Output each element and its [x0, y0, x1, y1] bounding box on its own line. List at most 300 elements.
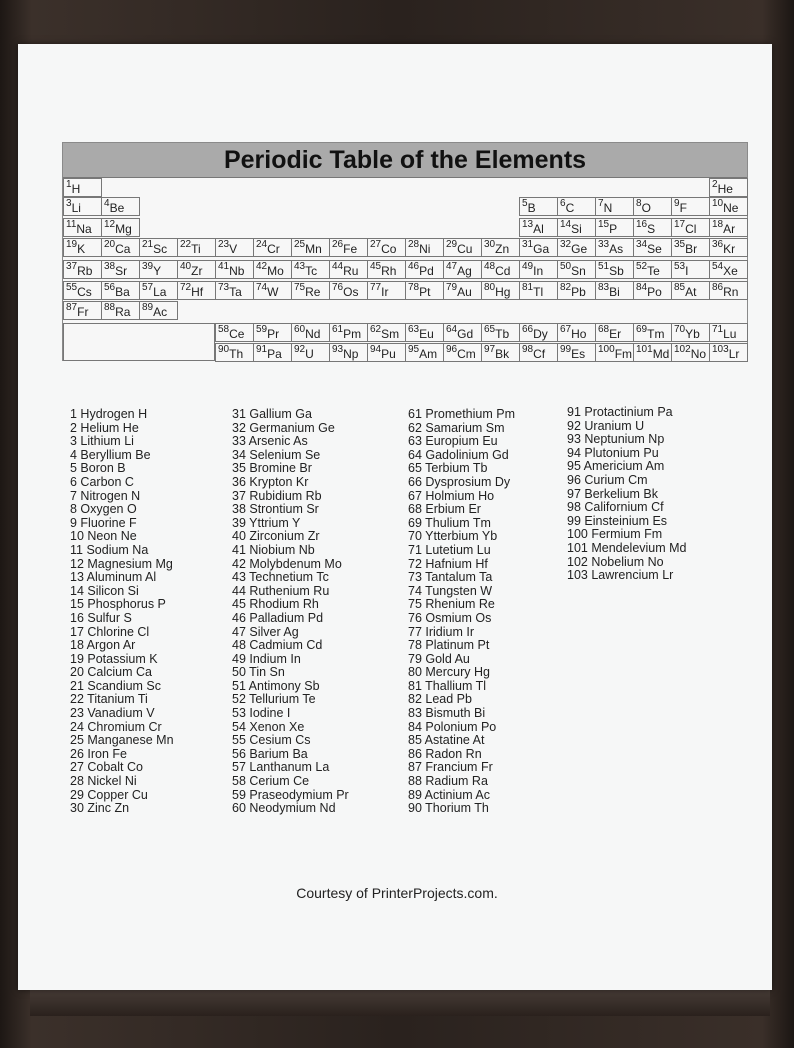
- element-cell: [671, 323, 710, 342]
- atomic-number: 69: [636, 324, 648, 335]
- element-symbol: Ac: [153, 305, 168, 319]
- list-item: 24 Chromium Cr: [70, 719, 162, 734]
- element-symbol: Cm: [457, 347, 476, 361]
- atomic-number: 20: [104, 239, 116, 250]
- element-cell: [709, 343, 748, 362]
- list-item: 1 Hydrogen H: [70, 407, 148, 421]
- atomic-number: 93: [332, 344, 344, 355]
- element-cell: [253, 323, 292, 342]
- atomic-number: 19: [66, 239, 78, 250]
- list-item: 68 Erbium Er: [408, 502, 481, 517]
- atomic-number: 27: [370, 239, 382, 250]
- list-item: 52 Tellurium Te: [232, 692, 316, 707]
- list-item: 82 Lead Pb: [408, 692, 472, 707]
- element-cell: [481, 323, 520, 342]
- list-item: 26 Iron Fe: [70, 746, 127, 761]
- element-cell: [329, 260, 368, 279]
- atomic-number: 43: [294, 261, 306, 272]
- element-symbol: Cu: [457, 242, 473, 256]
- atomic-number: 12: [104, 219, 116, 230]
- atomic-number: 60: [294, 324, 306, 335]
- list-item: 99 Einsteinium Es: [567, 513, 668, 528]
- list-item: 33 Arsenic As: [232, 434, 308, 449]
- list-item: 73 Tantalum Ta: [408, 570, 493, 585]
- element-cell: [443, 238, 482, 257]
- list-item: 5 Boron B: [70, 461, 126, 476]
- list-item: 67 Holmium Ho: [408, 488, 495, 503]
- element-symbol: Pr: [267, 327, 280, 341]
- list-item: 17 Chlorine Cl: [70, 624, 150, 639]
- element-symbol: Si: [571, 222, 582, 236]
- element-symbol: Hf: [191, 285, 204, 299]
- list-item: 29 Copper Cu: [70, 787, 148, 802]
- element-symbol: Tl: [533, 285, 544, 299]
- list-item: 60 Neodymium Nd: [232, 801, 336, 816]
- element-symbol: Ar: [723, 222, 736, 236]
- element-cell: [139, 281, 178, 300]
- element-symbol: Ta: [229, 285, 242, 299]
- element-cell: [709, 323, 748, 342]
- atomic-number: 68: [598, 324, 610, 335]
- element-cell: [291, 238, 330, 257]
- list-item: 90 Thorium Th: [408, 801, 489, 816]
- element-symbol: Se: [647, 242, 662, 256]
- list-item: 16 Sulfur S: [70, 610, 132, 625]
- atomic-number: 21: [142, 239, 154, 250]
- element-symbol: Y: [153, 264, 162, 278]
- element-cell: [101, 301, 140, 320]
- element-cell: [63, 178, 102, 197]
- element-symbol: Am: [419, 347, 438, 361]
- element-symbol: Mg: [115, 222, 132, 236]
- atomic-number: 38: [104, 261, 116, 272]
- element-cell: [405, 260, 444, 279]
- element-cell: [443, 343, 482, 362]
- element-symbol: Md: [652, 347, 670, 361]
- atomic-number: 61: [332, 324, 344, 335]
- atomic-number: 25: [294, 239, 306, 250]
- atomic-number: 76: [332, 282, 344, 293]
- element-cell: [557, 218, 596, 237]
- element-cell: [139, 260, 178, 279]
- atomic-number: 78: [408, 282, 420, 293]
- atomic-number: 57: [142, 282, 154, 293]
- list-item: 40 Zirconium Zr: [232, 529, 320, 544]
- atomic-number: 17: [674, 219, 686, 230]
- element-cell: [671, 343, 710, 362]
- element-symbol: Sb: [609, 264, 624, 278]
- element-cell: [557, 238, 596, 257]
- element-cell: [557, 260, 596, 279]
- atomic-number: 42: [256, 261, 268, 272]
- list-item: 75 Rhenium Re: [408, 597, 495, 612]
- atomic-number: 3: [66, 198, 72, 209]
- list-item: 62 Samarium Sm: [408, 420, 505, 435]
- element-symbol: Pd: [419, 264, 434, 278]
- element-symbol: Cd: [495, 264, 511, 278]
- element-cell: [177, 260, 216, 279]
- list-item: 94 Plutonium Pu: [567, 445, 659, 460]
- list-item: 18 Argon Ar: [70, 638, 136, 653]
- list-item: 19 Potassium K: [70, 651, 158, 666]
- element-cell: [443, 260, 482, 279]
- list-item: 86 Radon Rn: [408, 746, 482, 761]
- element-cell: [633, 218, 672, 237]
- element-symbol: Np: [343, 347, 359, 361]
- list-item: 50 Tin Sn: [232, 665, 285, 680]
- element-symbol: Ne: [723, 201, 739, 215]
- atomic-number: 47: [446, 261, 458, 272]
- atomic-number: 45: [370, 261, 382, 272]
- element-cell: [63, 301, 102, 320]
- atomic-number: 30: [484, 239, 496, 250]
- element-cell: [595, 343, 634, 362]
- list-item: 56 Barium Ba: [232, 746, 308, 761]
- element-symbol: Es: [571, 347, 586, 361]
- atomic-number: 96: [446, 344, 458, 355]
- element-cell: [291, 343, 330, 362]
- element-symbol: Bk: [495, 347, 510, 361]
- element-symbol: Tc: [305, 264, 318, 278]
- element-symbol: U: [305, 347, 314, 361]
- element-cell: [291, 281, 330, 300]
- list-item: 51 Antimony Sb: [232, 678, 320, 693]
- atomic-number: 101: [636, 344, 653, 355]
- list-item: 42 Molybdenum Mo: [232, 556, 342, 571]
- list-item: 49 Indium In: [232, 651, 301, 666]
- list-item: 43 Technetium Tc: [232, 570, 329, 585]
- list-item: 14 Silicon Si: [70, 583, 139, 598]
- list-item: 44 Ruthenium Ru: [232, 583, 330, 598]
- element-cell: [481, 343, 520, 362]
- element-cell: [215, 238, 254, 257]
- element-cell: [595, 238, 634, 257]
- atomic-number: 88: [104, 302, 116, 313]
- atomic-number: 31: [522, 239, 534, 250]
- element-cell: [671, 260, 710, 279]
- atomic-number: 97: [484, 344, 496, 355]
- atomic-number: 44: [332, 261, 344, 272]
- element-symbol: No: [690, 347, 707, 361]
- atomic-number: 103: [712, 344, 729, 355]
- element-cell: [329, 238, 368, 257]
- element-symbol: Sc: [153, 242, 168, 256]
- list-item: 10 Neon Ne: [70, 529, 137, 544]
- atomic-number: 10: [712, 198, 724, 209]
- courtesy-note: Courtesy of PrinterProjects.com.: [296, 885, 498, 901]
- list-item: 36 Krypton Kr: [232, 474, 309, 489]
- atomic-number: 18: [712, 219, 724, 230]
- atomic-number: 9: [674, 198, 680, 209]
- element-cell: [367, 238, 406, 257]
- element-cell: [709, 281, 748, 300]
- element-symbol: Fr: [77, 305, 89, 319]
- element-symbol: Tm: [647, 327, 665, 341]
- page-title: Periodic Table of the Elements: [63, 143, 747, 178]
- element-symbol: Cr: [267, 242, 280, 256]
- element-cell: [443, 281, 482, 300]
- list-item: 95 Americium Am: [567, 459, 665, 474]
- element-symbol: Ti: [191, 242, 201, 256]
- list-item: 80 Mercury Hg: [408, 665, 490, 680]
- element-cell: [101, 218, 140, 237]
- element-cell: [367, 343, 406, 362]
- atomic-number: 35: [674, 239, 686, 250]
- element-symbol: Rb: [77, 264, 93, 278]
- list-item: 11 Sodium Na: [70, 542, 149, 557]
- element-cell: [405, 238, 444, 257]
- element-cell: [405, 323, 444, 342]
- element-symbol: Ge: [571, 242, 588, 256]
- list-item: 41 Niobium Nb: [232, 542, 315, 557]
- element-symbol: Ni: [419, 242, 431, 256]
- element-cell: [63, 218, 102, 237]
- element-list-column: [408, 408, 515, 816]
- element-symbol: Al: [533, 222, 544, 236]
- atomic-number: 15: [598, 219, 610, 230]
- element-symbol: Th: [229, 347, 244, 361]
- atomic-number: 6: [560, 198, 566, 209]
- atomic-number: 36: [712, 239, 724, 250]
- element-symbol: Te: [647, 264, 660, 278]
- element-cell: [557, 281, 596, 300]
- list-item: 77 Iridium Ir: [408, 624, 474, 639]
- element-symbol: Cl: [685, 222, 697, 236]
- element-cell: [519, 238, 558, 257]
- atomic-number: 85: [674, 282, 686, 293]
- list-item: 48 Cadmium Cd: [232, 638, 323, 653]
- list-item: 21 Scandium Sc: [70, 678, 162, 693]
- element-cell: [481, 281, 520, 300]
- list-item: 35 Bromine Br: [232, 461, 312, 476]
- element-cell: [671, 281, 710, 300]
- element-cell: [139, 301, 178, 320]
- list-item: 81 Thallium Tl: [408, 678, 487, 693]
- element-cell: [595, 260, 634, 279]
- atomic-number: 98: [522, 344, 534, 355]
- element-cell: [443, 323, 482, 342]
- element-list-column: [70, 408, 174, 816]
- element-cell: [671, 238, 710, 257]
- element-symbol: V: [229, 242, 238, 256]
- element-symbol: P: [609, 222, 618, 236]
- list-item: 2 Helium He: [70, 420, 139, 435]
- element-symbol: F: [679, 201, 687, 215]
- list-item: 58 Cerium Ce: [232, 774, 310, 789]
- list-item: 3 Lithium Li: [70, 434, 134, 449]
- list-item: 53 Iodine I: [232, 706, 291, 721]
- list-item: 20 Calcium Ca: [70, 665, 152, 680]
- atomic-number: 1: [66, 179, 72, 190]
- element-symbol: Fe: [343, 242, 358, 256]
- element-symbol: In: [533, 264, 544, 278]
- list-item: 93 Neptunium Np: [567, 432, 665, 447]
- element-cell: [595, 281, 634, 300]
- atomic-number: 92: [294, 344, 306, 355]
- element-symbol: Na: [76, 222, 92, 236]
- element-cell: [253, 260, 292, 279]
- atomic-number: 63: [408, 324, 420, 335]
- atomic-number: 55: [66, 282, 78, 293]
- list-item: 27 Cobalt Co: [70, 760, 143, 775]
- atomic-number: 75: [294, 282, 306, 293]
- element-cell: [329, 281, 368, 300]
- element-cell: [63, 197, 102, 216]
- element-cell: [215, 281, 254, 300]
- atomic-number: 34: [636, 239, 648, 250]
- element-symbol: Ra: [115, 305, 131, 319]
- element-cell: [101, 281, 140, 300]
- element-symbol: Nb: [229, 264, 245, 278]
- atomic-number: 71: [712, 324, 724, 335]
- list-item: 22 Titanium Ti: [70, 692, 148, 707]
- element-symbol: Er: [609, 327, 622, 341]
- atomic-number: 16: [636, 219, 648, 230]
- element-list-column: [232, 408, 349, 816]
- element-symbol: I: [685, 264, 689, 278]
- atomic-number: 95: [408, 344, 420, 355]
- list-item: 92 Uranium U: [567, 418, 645, 433]
- element-cell: [63, 281, 102, 300]
- element-cell: [709, 260, 748, 279]
- atomic-number: 11: [66, 219, 77, 230]
- element-cell: [481, 238, 520, 257]
- atomic-number: 54: [712, 261, 724, 272]
- atomic-number: 102: [674, 344, 691, 355]
- list-item: 47 Silver Ag: [232, 624, 299, 639]
- atomic-number: 23: [218, 239, 230, 250]
- element-symbol: Mo: [267, 264, 284, 278]
- atomic-number: 56: [104, 282, 116, 293]
- element-symbol: Ba: [115, 285, 130, 299]
- element-symbol: Nd: [305, 327, 321, 341]
- element-symbol: B: [527, 201, 536, 215]
- atomic-number: 99: [560, 344, 572, 355]
- list-item: 31 Gallium Ga: [232, 407, 312, 421]
- element-cell: [367, 260, 406, 279]
- element-cell: [709, 238, 748, 257]
- list-item: 8 Oxygen O: [70, 502, 137, 517]
- element-symbol: O: [641, 201, 651, 215]
- atomic-number: 5: [522, 198, 528, 209]
- list-item: 25 Manganese Mn: [70, 733, 174, 748]
- atomic-number: 70: [674, 324, 686, 335]
- list-item: 76 Osmium Os: [408, 610, 492, 625]
- atomic-number: 83: [598, 282, 610, 293]
- atomic-number: 39: [142, 261, 154, 272]
- list-item: 32 Germanium Ge: [232, 420, 335, 435]
- element-symbol: Fm: [614, 347, 633, 361]
- list-item: 63 Europium Eu: [408, 434, 498, 449]
- element-symbol: As: [609, 242, 624, 256]
- atomic-number: 51: [598, 261, 610, 272]
- list-item: 98 Californium Cf: [567, 500, 664, 515]
- atomic-number: 100: [598, 344, 615, 355]
- atomic-number: 4: [104, 198, 110, 209]
- atomic-number: 62: [370, 324, 382, 335]
- element-symbol: Cf: [533, 347, 546, 361]
- atomic-number: 59: [256, 324, 268, 335]
- element-cell: [519, 281, 558, 300]
- element-symbol: Sr: [115, 264, 128, 278]
- periodic-table: [62, 142, 748, 361]
- element-cell: [329, 323, 368, 342]
- atomic-number: 84: [636, 282, 648, 293]
- atomic-number: 90: [218, 344, 230, 355]
- element-cell: [139, 238, 178, 257]
- element-cell: [633, 260, 672, 279]
- element-cell: [633, 197, 672, 216]
- element-symbol: At: [685, 285, 697, 299]
- element-symbol: La: [153, 285, 167, 299]
- atomic-number: 64: [446, 324, 458, 335]
- element-symbol: K: [77, 242, 86, 256]
- element-symbol: Bi: [609, 285, 620, 299]
- list-item: 103 Lawrencium Lr: [567, 568, 674, 583]
- list-item: 54 Xenon Xe: [232, 719, 305, 734]
- atomic-number: 77: [370, 282, 382, 293]
- element-cell: [519, 260, 558, 279]
- element-symbol: Os: [343, 285, 359, 299]
- element-symbol: Yb: [685, 327, 700, 341]
- element-list-column: [567, 406, 687, 583]
- list-item: 12 Magnesium Mg: [70, 556, 173, 571]
- list-item: 6 Carbon C: [70, 474, 134, 489]
- element-symbol: Br: [685, 242, 698, 256]
- list-item: 97 Berkelium Bk: [567, 486, 659, 501]
- list-item: 88 Radium Ra: [408, 774, 488, 789]
- element-symbol: Ru: [343, 264, 359, 278]
- atomic-number: 13: [522, 219, 534, 230]
- element-symbol: Cs: [77, 285, 92, 299]
- element-cell: [367, 281, 406, 300]
- atomic-number: 28: [408, 239, 420, 250]
- f-block-frame: [63, 323, 215, 361]
- element-symbol: Li: [71, 201, 81, 215]
- element-cell: [329, 343, 368, 362]
- list-item: 78 Platinum Pt: [408, 638, 490, 653]
- element-symbol: Po: [647, 285, 662, 299]
- list-item: 69 Thulium Tm: [408, 515, 491, 530]
- atomic-number: 32: [560, 239, 572, 250]
- element-symbol: Eu: [419, 327, 434, 341]
- list-item: 13 Aluminum Al: [70, 570, 157, 585]
- element-symbol: Sm: [381, 327, 400, 341]
- element-cell: [671, 218, 710, 237]
- element-cell: [519, 218, 558, 237]
- element-symbol: Zr: [191, 264, 203, 278]
- element-symbol: Pm: [343, 327, 362, 341]
- atomic-number: 66: [522, 324, 534, 335]
- list-item: 74 Tungsten W: [408, 583, 493, 598]
- element-cell: [709, 178, 748, 197]
- element-symbol: Pu: [381, 347, 396, 361]
- paper-shadow: [30, 986, 770, 1016]
- element-cell: [177, 238, 216, 257]
- element-cell: [519, 197, 558, 216]
- list-item: 59 Praseodymium Pr: [232, 787, 349, 802]
- element-cell: [63, 260, 102, 279]
- element-symbol: Hg: [495, 285, 511, 299]
- atomic-number: 65: [484, 324, 496, 335]
- list-item: 55 Cesium Cs: [232, 733, 311, 748]
- list-item: 64 Gadolinium Gd: [408, 447, 509, 462]
- element-symbol: Be: [109, 201, 125, 215]
- element-symbol: He: [717, 182, 733, 196]
- list-item: 96 Curium Cm: [567, 472, 648, 487]
- element-symbol: Lu: [723, 327, 737, 341]
- list-item: 7 Nitrogen N: [70, 488, 141, 503]
